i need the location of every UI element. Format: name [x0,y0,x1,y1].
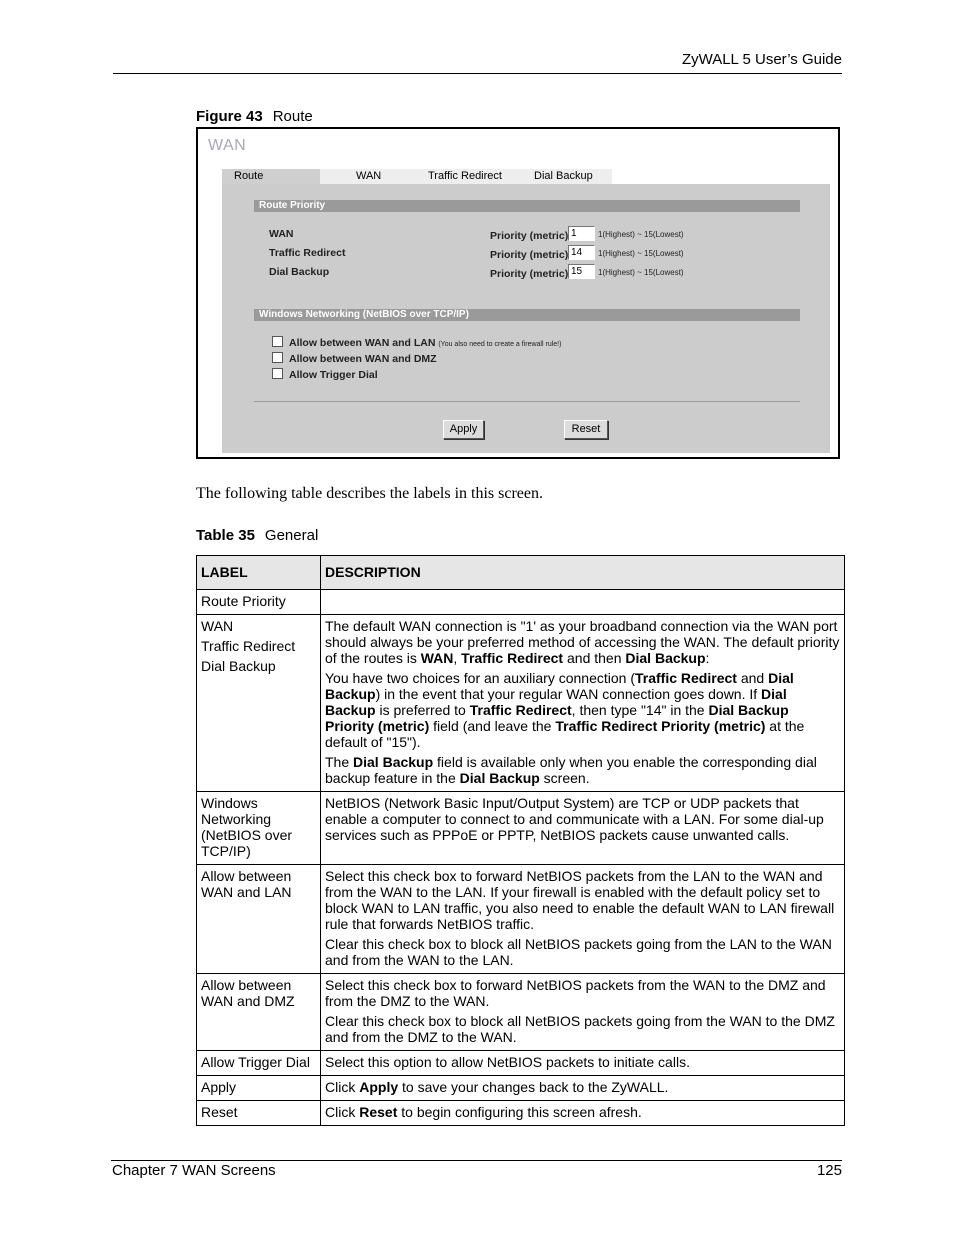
label-column-header: LABEL [197,556,321,590]
apply-button[interactable]: Apply [443,420,484,439]
route-screenshot [196,127,840,459]
row-description: Select this check box to forward NetBIOS packets from the WAN to the DMZ and from the DMZ to the WAN. Clear this check box to block all NetBIOS packets going from the WAN to the DMZ and from the DMZ to the WAN. [321,974,845,1051]
row-label: Windows Networking (NetBIOS over TCP/IP) [197,792,321,865]
reset-button[interactable]: Reset [564,420,608,439]
row-label: Allow Trigger Dial [197,1051,321,1076]
table-row [197,590,845,615]
wan-priority-label: Priority (metric) [490,230,569,242]
description-paragraph: You have two choices for an auxiliary connection (Traffic Redirect and Dial Backup) in the event that your regular WAN connection goes down. If Dial Backup is preferred to Traffic Redirect, then type "14" in the Dial Backup Priority (metric) field (and leave the Traffic Redirect Priority (metric) at the default of "15"). [325,670,805,750]
netbios-header: Windows Networking (NetBIOS over TCP/IP) [254,309,800,321]
figure-title: Route [272,108,313,125]
allow-trigger-dial-row [272,368,378,381]
settings-panel [222,184,830,453]
table-row [197,865,845,974]
dial-backup-priority-input[interactable]: 15 [568,264,595,279]
row-label [197,615,321,792]
tab-wan[interactable]: WAN [320,169,416,184]
allow-wan-dmz-row [272,352,437,365]
panel-divider [254,401,800,402]
dial-backup-label: Dial Backup [269,266,330,278]
label-line: WAN [201,618,234,634]
tab-traffic-redirect[interactable]: Traffic Redirect [416,169,512,184]
table-row [197,1101,845,1126]
allow-wan-lan-label: Allow between WAN and LAN [289,337,436,349]
row-description: Select this option to allow NetBIOS packets to initiate calls. [321,1051,845,1076]
row-description: Click Reset to begin configuring this screen afresh. [321,1101,845,1126]
table-number: Table 35 [196,527,255,544]
row-label: Route Priority [197,590,321,615]
figure-number: Figure 43 [196,108,263,125]
wan-label: WAN [269,228,294,240]
table-row [197,974,845,1051]
row-label: Allow between WAN and LAN [197,865,321,974]
description-column-header: DESCRIPTION [321,556,845,590]
route-priority-header: Route Priority [254,200,800,212]
footer-chapter: Chapter 7 WAN Screens [112,1162,276,1179]
traffic-redirect-priority-input[interactable]: 14 [568,245,595,260]
table-row [197,1076,845,1101]
allow-wan-lan-row [272,336,561,349]
footer-page-number: 125 [816,1162,842,1179]
label-line: Dial Backup [201,658,276,674]
tab-route[interactable]: Route [222,169,320,184]
screen-title: WAN [208,137,247,154]
allow-wan-dmz-label: Allow between WAN and DMZ [289,353,437,365]
footer-rule [111,1160,842,1161]
description-paragraph: The Dial Backup field is available only when you enable the corresponding dial backup feature in the Dial Backup screen. [325,754,817,786]
row-label: Reset [197,1101,321,1126]
table-title: General [264,527,319,544]
row-description [321,615,845,792]
table-row [197,615,845,792]
allow-wan-lan-note: (You also need to create a firewall rule!) [438,341,562,348]
wan-priority-hint: 1(Highest) ~ 15(Lowest) [598,230,684,239]
header-rule [113,73,842,74]
allow-trigger-dial-label: Allow Trigger Dial [289,369,378,381]
row-description: Select this check box to forward NetBIOS packets from the LAN to the WAN and from the WAN to the LAN. If your firewall is enabled with the default policy set to block WAN to LAN traffic, you also need to enable the default WAN to LAN firewall rule that forwards NetBIOS traffic. Clear this check box to block all NetBIOS packets going from the LAN to the WAN and from the WAN to the LAN. [321,865,845,974]
label-description-table [196,555,845,1126]
traffic-redirect-priority-hint: 1(Highest) ~ 15(Lowest) [598,249,684,258]
label-line: Traffic Redirect [201,638,296,654]
wan-priority-input[interactable]: 1 [568,226,595,241]
table-caption [196,527,318,544]
dial-backup-priority-hint: 1(Highest) ~ 15(Lowest) [598,268,684,277]
dial-backup-priority-label: Priority (metric) [490,268,569,280]
traffic-redirect-label: Traffic Redirect [269,247,346,259]
figure-caption [196,108,313,125]
traffic-redirect-priority-label: Priority (metric) [490,249,569,261]
row-label: Apply [197,1076,321,1101]
table-row [197,792,845,865]
allow-trigger-dial-checkbox[interactable] [272,368,283,379]
allow-wan-lan-checkbox[interactable] [272,336,283,347]
allow-wan-dmz-checkbox[interactable] [272,352,283,363]
intro-text: The following table describes the labels in this screen. [196,485,544,502]
row-description: Click Apply to save your changes back to the ZyWALL. [321,1076,845,1101]
guide-title: ZyWALL 5 User’s Guide [681,51,842,68]
tab-dial-backup[interactable]: Dial Backup [512,169,612,184]
description-paragraph: The default WAN connection is "1' as your broadband connection via the WAN port should always be your preferred method of accessing the WAN. The default priority of the routes is WAN, Traffic Redirect and then Dial Backup: [325,618,840,666]
row-label: Allow between WAN and DMZ [197,974,321,1051]
row-description: NetBIOS (Network Basic Input/Output System) are TCP or UDP packets that enable a computer to connect to and communicate with a LAN. For some dial-up services such as PPPoE or PPTP, NetBIOS packets cause unwanted calls. [321,792,845,865]
row-description [321,590,845,615]
table-header-row [197,556,845,590]
table-row [197,1051,845,1076]
